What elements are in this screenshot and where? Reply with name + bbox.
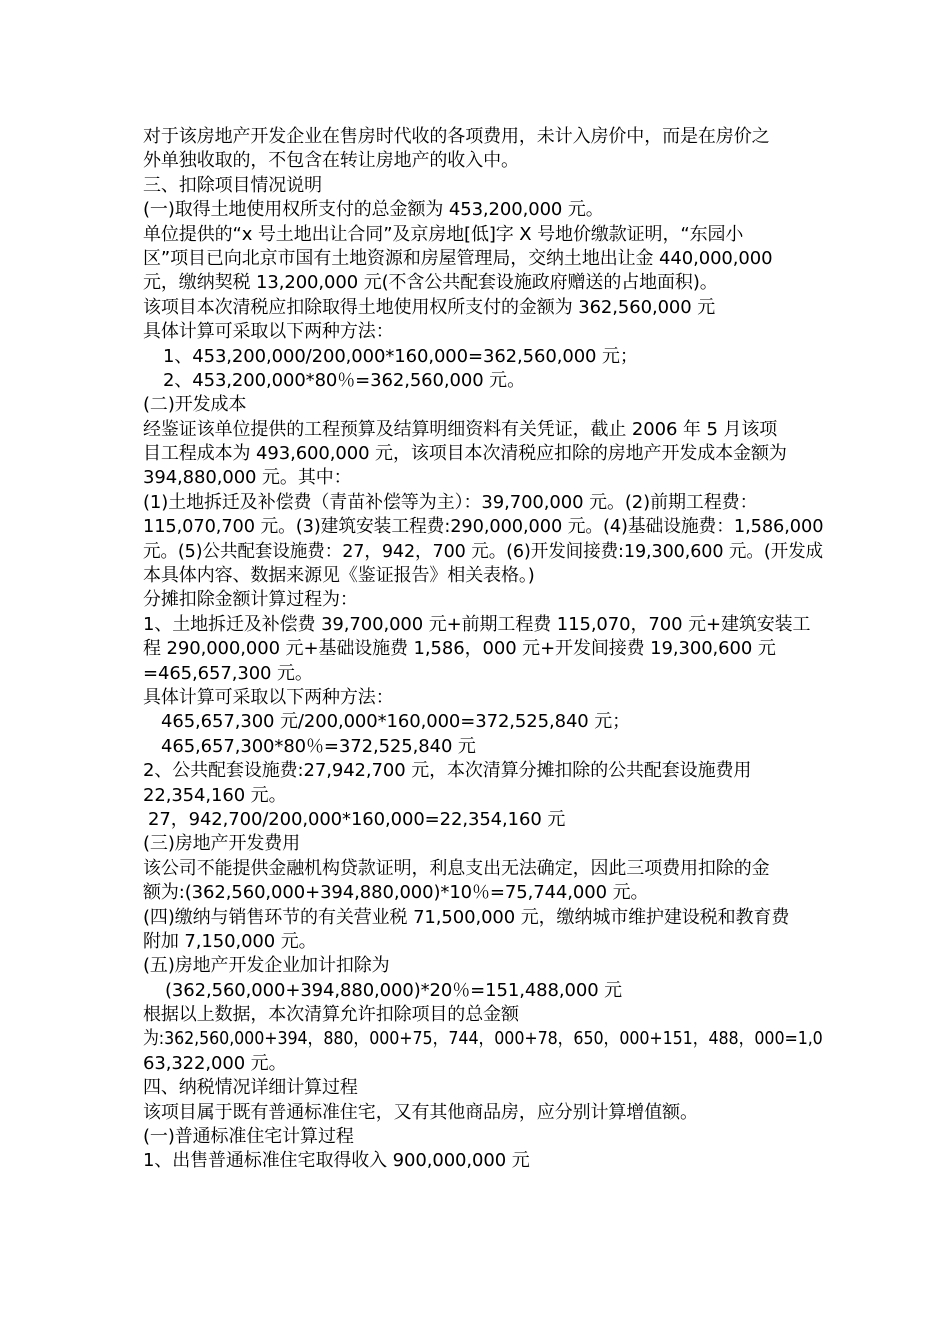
text-line: (二)开发成本 <box>143 394 247 416</box>
text-line: 四、纳税情况详细计算过程 <box>143 1077 358 1099</box>
text-line: (三)房地产开发费用 <box>143 833 301 855</box>
text-line: 元，缴纳契税 13,200,000 元(不含公共配套设施政府赠送的占地面积)。 <box>143 272 718 294</box>
text-line: 三、扣除项目情况说明 <box>143 174 322 196</box>
text-line: 该公司不能提供金融机构贷款证明，利息支出无法确定，因此三项费用扣除的金 <box>143 857 770 879</box>
text-line: 分摊扣除金额计算过程为： <box>143 589 358 611</box>
text-line: 元。(5)公共配套设施费：27，942，700 元。(6)开发间接费:19,300,600 元。(开发成 <box>143 540 824 562</box>
text-line: 1、453,200,000/200,000*160,000=362,560,000 元； <box>163 345 638 367</box>
text-line: (362,560,000+394,880,000)*20％=151,488,000 元 <box>165 979 623 1001</box>
text-line: 具体计算可采取以下两种方法： <box>143 686 394 708</box>
text-line: 根据以上数据，本次清算允许扣除项目的总金额 <box>143 1004 519 1026</box>
text-line: 27，942,700/200,000*160,000=22,354,160 元 <box>148 808 566 830</box>
text-line: 本具体内容、数据来源见《鉴证报告》相关表格。) <box>143 565 535 587</box>
text-line: 63,322,000 元。 <box>143 1052 287 1074</box>
text-line: 该项目属于既有普通标准住宅，又有其他商品房，应分别计算增值额。 <box>143 1101 698 1123</box>
text-line: 465,657,300 元/200,000*160,000=372,525,840 元； <box>161 711 631 733</box>
text-line: 额为:(362,560,000+394,880,000)*10％=75,744,000 元。 <box>143 882 649 904</box>
text-line: 区”项目已向北京市国有土地资源和房屋管理局，交纳土地出让金 440,000,000 <box>143 247 773 269</box>
text-line: 2、453,200,000*80％=362,560,000 元。 <box>163 369 525 391</box>
text-line: (四)缴纳与销售环节的有关营业税 71,500,000 元，缴纳城市维护建设税和教育费 <box>143 906 790 928</box>
document-body <box>143 125 823 1174</box>
text-line: 394,880,000 元。其中： <box>143 467 352 489</box>
text-line: 为:362,560,000+394，880，000+75，744，000+78，650，000+151，488，000=1,0 <box>143 1028 823 1050</box>
text-line: 1、土地拆迁及补偿费 39,700,000 元+前期工程费 115,070，700 元+建筑安装工 <box>143 613 811 635</box>
text-line: 对于该房地产开发企业在售房时代收的各项费用，未计入房价中，而是在房价之 <box>143 126 770 147</box>
text-line: 22,354,160 元。 <box>143 784 287 806</box>
text-line: 465,657,300*80％=372,525,840 元 <box>161 735 476 757</box>
text-line: 经鉴证该单位提供的工程预算及结算明细资料有关凭证，截止 2006 年 5 月该项 <box>143 418 778 440</box>
text-line: 外单独收取的，不包含在转让房地产的收入中。 <box>143 150 519 172</box>
text-line: 程 290,000,000 元+基础设施费 1,586，000 元+开发间接费 19,300,600 元 <box>143 638 776 660</box>
text-line: (1)土地拆迁及补偿费（青苗补偿等为主）：39,700,000 元。(2)前期工程费： <box>143 491 758 513</box>
text-line: (一)取得土地使用权所支付的总金额为 453,200,000 元。 <box>143 199 604 221</box>
text-line: (五)房地产开发企业加计扣除为 <box>143 955 390 977</box>
text-line: 单位提供的“x 号土地出让合同”及京房地[低]字 X 号地价缴款证明，“东园小 <box>143 223 744 245</box>
text-line: (一)普通标准住宅计算过程 <box>143 1126 354 1148</box>
text-line: 该项目本次清税应扣除取得土地使用权所支付的金额为 362,560,000 元 <box>143 296 716 318</box>
text-line: 具体计算可采取以下两种方法： <box>143 321 394 343</box>
text-line: 115,070,700 元。(3)建筑安装工程费:290,000,000 元。(4)基础设施费：1,586,000 <box>143 516 824 538</box>
text-line: 2、公共配套设施费:27,942,700 元，本次清算分摊扣除的公共配套设施费用 <box>143 760 752 782</box>
text-line: =465,657,300 元。 <box>143 662 313 684</box>
text-line: 目工程成本为 493,600,000 元，该项目本次清税应扣除的房地产开发成本金额为 <box>143 443 787 465</box>
text-line: 附加 7,150,000 元。 <box>143 930 317 952</box>
text-line: 1、出售普通标准住宅取得收入 900,000,000 元 <box>143 1150 530 1172</box>
